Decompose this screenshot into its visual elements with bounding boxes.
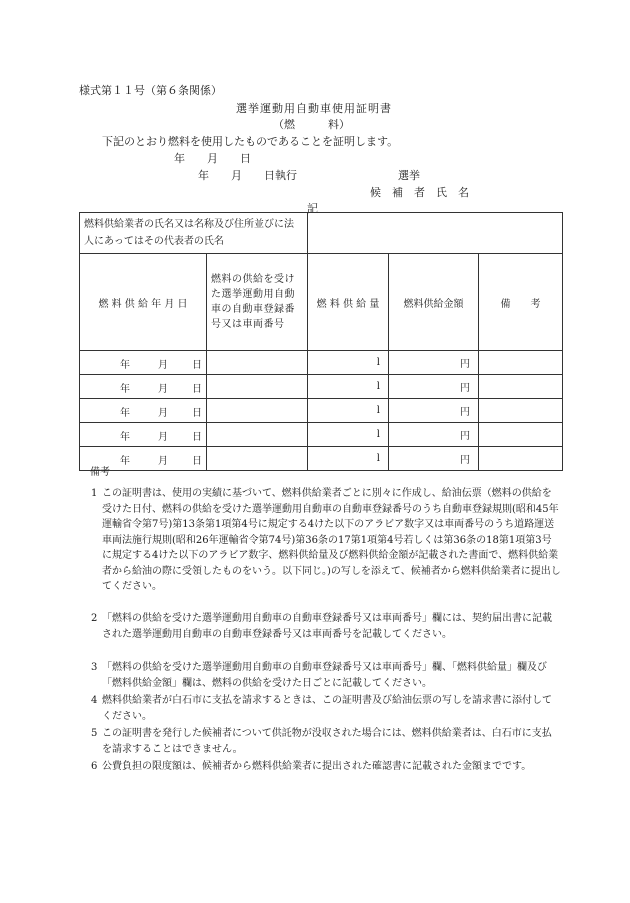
- fuel-table: [79, 212, 563, 471]
- vehicle-cell[interactable]: [207, 399, 308, 423]
- date-cell[interactable]: 年 月 日: [80, 423, 207, 447]
- vehicle-cell[interactable]: [207, 423, 308, 447]
- amount-cell[interactable]: 円: [389, 399, 479, 423]
- table-row: [80, 399, 563, 423]
- col-amount-header: 燃料供給金額: [389, 254, 479, 351]
- candidate-name-label: 候 補 者 氏 名: [370, 186, 469, 199]
- certification-statement: 下記のとおり燃料を使用したものであることを証明します。: [102, 135, 399, 148]
- remarks-cell[interactable]: [479, 423, 563, 447]
- election-label: 選挙: [398, 169, 420, 182]
- col-remarks-header: 備 考: [479, 254, 563, 351]
- table-row: [80, 351, 563, 375]
- qty-cell[interactable]: l: [308, 375, 389, 399]
- date-cell[interactable]: 年 月 日: [80, 399, 207, 423]
- vehicle-cell[interactable]: [207, 375, 308, 399]
- qty-cell[interactable]: l: [308, 423, 389, 447]
- form-id: 様式第１１号（第６条関係）: [79, 84, 222, 97]
- document-title: 選挙運動用自動車使用証明書: [236, 102, 392, 115]
- remarks-cell[interactable]: [479, 447, 563, 471]
- date-cell[interactable]: 年 月 日: [80, 351, 207, 375]
- col-qty-header: 燃 料 供 給 量: [308, 254, 389, 351]
- note-item-1: 1 この証明書は、使用の実績に基づいて、燃料供給業者ごとに別々に作成し、給油伝票（燃料の供給を受けた日付、燃料の供給を受けた選挙運動用自動車の自動車登録番号のうち自動車登録規則(昭和45年運輸省令第7号)第13条第1項第4号に規定する4けた以下のアラビア数字又は車両番号のうち道路運送車両法施行規則(昭和26年運輸省令第74号)第36条の17第1項第4号若しくは第36条の18第1項第3号に規定する4けた以下のアラビア数字、燃料供給量及び燃料供給金額が記載された書面で、燃料供給業者から給油の際に受領したものをいう。以下同じ。)の写しを添えて、候補者から燃料供給業者に提出してください。: [91, 488, 561, 592]
- col-date-header: 燃 料 供 給 年 月 日: [80, 254, 207, 351]
- amount-cell[interactable]: 円: [389, 351, 479, 375]
- supplier-value[interactable]: [308, 213, 563, 254]
- vehicle-cell[interactable]: [207, 447, 308, 471]
- remarks-cell[interactable]: [479, 399, 563, 423]
- election-date: 年 月 日執行: [198, 169, 297, 182]
- supplier-row: [80, 213, 563, 254]
- vehicle-cell[interactable]: [207, 351, 308, 375]
- note-item-6: 6 公費負担の限度額は、候補者から燃料供給業者に提出された確認書に記載された金額までです。: [91, 761, 532, 772]
- date-cell[interactable]: 年 月 日: [80, 375, 207, 399]
- notes-title: 備考: [90, 467, 110, 478]
- col-vehicle-header: 燃料の供給を受けた選挙運動用自動車の自動車登録番号又は車両番号: [207, 254, 308, 351]
- table-row: [80, 447, 563, 471]
- supplier-label: 燃料供給業者の氏名又は名称及び住所並びに法人にあってはその代表者の氏名: [80, 213, 308, 254]
- remarks-cell[interactable]: [479, 351, 563, 375]
- column-header-row: [80, 254, 563, 351]
- amount-cell[interactable]: 円: [389, 423, 479, 447]
- document-subtitle: （燃 料）: [273, 118, 350, 131]
- issue-date: 年 月 日: [174, 152, 251, 165]
- table-row: [80, 375, 563, 399]
- note-item-3: 3 「燃料の供給を受けた選挙運動用自動車の自動車登録番号又は車両番号」欄、「燃料供給量」欄及び「燃料供給金額」欄は、燃料の供給を受けた日ごとに記載してください。: [91, 662, 547, 689]
- ki-label: 記: [307, 202, 318, 215]
- table-row: [80, 423, 563, 447]
- qty-cell[interactable]: l: [308, 351, 389, 375]
- amount-cell[interactable]: 円: [389, 447, 479, 471]
- qty-cell[interactable]: l: [308, 447, 389, 471]
- note-item-2: 2 「燃料の供給を受けた選挙運動用自動車の自動車登録番号又は車両番号」欄には、契約届出書に記載された選挙運動用自動車の自動車登録番号又は車両番号を記載してください。: [91, 613, 552, 640]
- date-cell[interactable]: 年 月 日: [80, 447, 207, 471]
- remarks-cell[interactable]: [479, 375, 563, 399]
- note-item-4: 4 燃料供給業者が白石市に支払を請求するときは、この証明書及び給油伝票の写しを請求書に添付してください。: [91, 695, 552, 722]
- qty-cell[interactable]: l: [308, 399, 389, 423]
- note-item-5: 5 この証明書を発行した候補者について供託物が没収された場合には、燃料供給業者は、白石市に支払を請求することはできません。: [91, 728, 552, 755]
- amount-cell[interactable]: 円: [389, 375, 479, 399]
